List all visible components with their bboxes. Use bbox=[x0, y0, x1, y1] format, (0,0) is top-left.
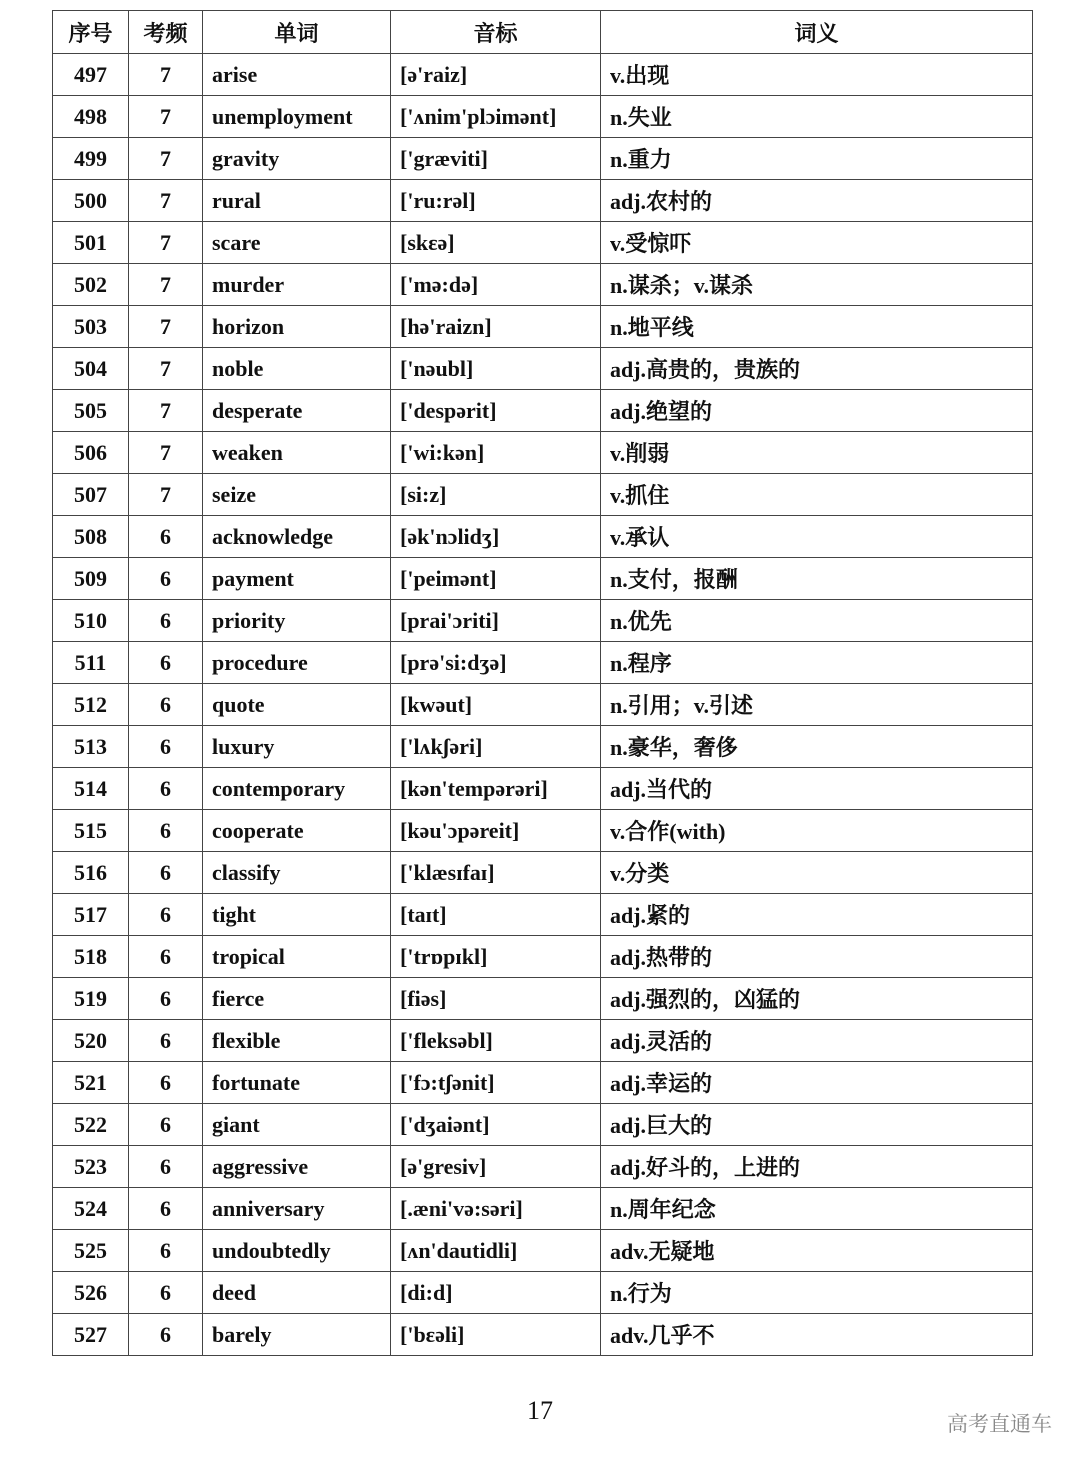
table-row bbox=[53, 1020, 1033, 1062]
cell-index: 503 bbox=[53, 306, 129, 348]
cell-meaning: adj.高贵的，贵族的 bbox=[601, 348, 1033, 390]
table-row bbox=[53, 1230, 1033, 1272]
cell-word: desperate bbox=[203, 390, 391, 432]
cell-word: unemployment bbox=[203, 96, 391, 138]
table-row bbox=[53, 684, 1033, 726]
cell-index: 512 bbox=[53, 684, 129, 726]
cell-index: 524 bbox=[53, 1188, 129, 1230]
cell-word: fortunate bbox=[203, 1062, 391, 1104]
table-row bbox=[53, 306, 1033, 348]
table-row bbox=[53, 558, 1033, 600]
cell-index: 504 bbox=[53, 348, 129, 390]
cell-meaning: n.周年纪念 bbox=[601, 1188, 1033, 1230]
cell-frequency: 6 bbox=[129, 852, 203, 894]
cell-index: 521 bbox=[53, 1062, 129, 1104]
cell-phonetic: [prə'si:dʒə] bbox=[391, 642, 601, 684]
cell-frequency: 6 bbox=[129, 768, 203, 810]
cell-meaning: v.抓住 bbox=[601, 474, 1033, 516]
cell-word: quote bbox=[203, 684, 391, 726]
cell-frequency: 6 bbox=[129, 726, 203, 768]
cell-index: 525 bbox=[53, 1230, 129, 1272]
cell-frequency: 6 bbox=[129, 936, 203, 978]
cell-frequency: 7 bbox=[129, 54, 203, 96]
table-row bbox=[53, 390, 1033, 432]
table-row bbox=[53, 726, 1033, 768]
cell-index: 498 bbox=[53, 96, 129, 138]
cell-phonetic: ['peimənt] bbox=[391, 558, 601, 600]
cell-word: aggressive bbox=[203, 1146, 391, 1188]
cell-word: horizon bbox=[203, 306, 391, 348]
page-number: 17 bbox=[527, 1396, 553, 1425]
cell-meaning: v.受惊吓 bbox=[601, 222, 1033, 264]
cell-meaning: n.地平线 bbox=[601, 306, 1033, 348]
cell-phonetic: [ə'raiz] bbox=[391, 54, 601, 96]
cell-word: contemporary bbox=[203, 768, 391, 810]
cell-word: deed bbox=[203, 1272, 391, 1314]
cell-word: tropical bbox=[203, 936, 391, 978]
cell-index: 497 bbox=[53, 54, 129, 96]
cell-word: anniversary bbox=[203, 1188, 391, 1230]
cell-phonetic: [ək'nɔlidʒ] bbox=[391, 516, 601, 558]
watermark: 高考直通车 bbox=[947, 1412, 1052, 1436]
table-row bbox=[53, 642, 1033, 684]
cell-frequency: 7 bbox=[129, 306, 203, 348]
cell-meaning: v.承认 bbox=[601, 516, 1033, 558]
cell-word: giant bbox=[203, 1104, 391, 1146]
cell-word: barely bbox=[203, 1314, 391, 1356]
cell-phonetic: ['fɔ:tʃənit] bbox=[391, 1062, 601, 1104]
cell-word: noble bbox=[203, 348, 391, 390]
cell-word: undoubtedly bbox=[203, 1230, 391, 1272]
cell-frequency: 7 bbox=[129, 222, 203, 264]
cell-frequency: 6 bbox=[129, 978, 203, 1020]
cell-meaning: n.谋杀；v.谋杀 bbox=[601, 264, 1033, 306]
cell-phonetic: ['ʌnim'plɔimənt] bbox=[391, 96, 601, 138]
table-row bbox=[53, 768, 1033, 810]
cell-word: fierce bbox=[203, 978, 391, 1020]
cell-meaning: n.重力 bbox=[601, 138, 1033, 180]
table-row bbox=[53, 1146, 1033, 1188]
cell-index: 527 bbox=[53, 1314, 129, 1356]
cell-index: 520 bbox=[53, 1020, 129, 1062]
header-row bbox=[53, 11, 1033, 54]
header-index: 序号 bbox=[53, 11, 129, 54]
table-row bbox=[53, 1272, 1033, 1314]
cell-phonetic: ['bεəli] bbox=[391, 1314, 601, 1356]
cell-phonetic: [si:z] bbox=[391, 474, 601, 516]
cell-frequency: 6 bbox=[129, 810, 203, 852]
cell-word: weaken bbox=[203, 432, 391, 474]
cell-meaning: adj.紧的 bbox=[601, 894, 1033, 936]
table-row bbox=[53, 516, 1033, 558]
cell-meaning: adv.无疑地 bbox=[601, 1230, 1033, 1272]
table-row bbox=[53, 54, 1033, 96]
cell-frequency: 7 bbox=[129, 96, 203, 138]
cell-index: 517 bbox=[53, 894, 129, 936]
cell-meaning: n.支付，报酬 bbox=[601, 558, 1033, 600]
cell-word: procedure bbox=[203, 642, 391, 684]
cell-phonetic: [prai'ɔriti] bbox=[391, 600, 601, 642]
cell-index: 502 bbox=[53, 264, 129, 306]
cell-meaning: adj.幸运的 bbox=[601, 1062, 1033, 1104]
cell-index: 519 bbox=[53, 978, 129, 1020]
table-row bbox=[53, 180, 1033, 222]
cell-meaning: adj.当代的 bbox=[601, 768, 1033, 810]
cell-phonetic: [ə'gresiv] bbox=[391, 1146, 601, 1188]
cell-index: 513 bbox=[53, 726, 129, 768]
cell-frequency: 6 bbox=[129, 1020, 203, 1062]
cell-word: flexible bbox=[203, 1020, 391, 1062]
table-row bbox=[53, 894, 1033, 936]
table-row bbox=[53, 222, 1033, 264]
cell-phonetic: ['fleksəbl] bbox=[391, 1020, 601, 1062]
cell-index: 499 bbox=[53, 138, 129, 180]
cell-index: 509 bbox=[53, 558, 129, 600]
cell-word: arise bbox=[203, 54, 391, 96]
cell-word: cooperate bbox=[203, 810, 391, 852]
cell-phonetic: [kən'tempərəri] bbox=[391, 768, 601, 810]
table-row bbox=[53, 1062, 1033, 1104]
cell-phonetic: ['nəubl] bbox=[391, 348, 601, 390]
cell-meaning: adj.好斗的，上进的 bbox=[601, 1146, 1033, 1188]
cell-frequency: 7 bbox=[129, 138, 203, 180]
cell-meaning: n.行为 bbox=[601, 1272, 1033, 1314]
table-row bbox=[53, 1314, 1033, 1356]
cell-frequency: 6 bbox=[129, 894, 203, 936]
cell-word: luxury bbox=[203, 726, 391, 768]
cell-phonetic: ['klæsɪfaɪ] bbox=[391, 852, 601, 894]
cell-index: 508 bbox=[53, 516, 129, 558]
cell-index: 505 bbox=[53, 390, 129, 432]
cell-meaning: adj.巨大的 bbox=[601, 1104, 1033, 1146]
cell-index: 500 bbox=[53, 180, 129, 222]
cell-meaning: adj.绝望的 bbox=[601, 390, 1033, 432]
cell-index: 522 bbox=[53, 1104, 129, 1146]
cell-frequency: 7 bbox=[129, 264, 203, 306]
table-row bbox=[53, 138, 1033, 180]
cell-meaning: adv.几乎不 bbox=[601, 1314, 1033, 1356]
cell-word: payment bbox=[203, 558, 391, 600]
table-row bbox=[53, 810, 1033, 852]
cell-word: gravity bbox=[203, 138, 391, 180]
cell-index: 507 bbox=[53, 474, 129, 516]
cell-phonetic: [kwəut] bbox=[391, 684, 601, 726]
cell-frequency: 6 bbox=[129, 1314, 203, 1356]
cell-frequency: 6 bbox=[129, 1230, 203, 1272]
cell-index: 514 bbox=[53, 768, 129, 810]
header-frequency: 考频 bbox=[129, 11, 203, 54]
cell-frequency: 6 bbox=[129, 600, 203, 642]
cell-phonetic: ['wi:kən] bbox=[391, 432, 601, 474]
cell-word: acknowledge bbox=[203, 516, 391, 558]
cell-frequency: 6 bbox=[129, 1272, 203, 1314]
cell-meaning: n.程序 bbox=[601, 642, 1033, 684]
cell-phonetic: [ʌn'dautidli] bbox=[391, 1230, 601, 1272]
table-row bbox=[53, 96, 1033, 138]
cell-index: 511 bbox=[53, 642, 129, 684]
cell-phonetic: ['lʌkʃəri] bbox=[391, 726, 601, 768]
table-row bbox=[53, 600, 1033, 642]
cell-frequency: 7 bbox=[129, 390, 203, 432]
table-row bbox=[53, 936, 1033, 978]
cell-phonetic: [fiəs] bbox=[391, 978, 601, 1020]
cell-frequency: 6 bbox=[129, 1146, 203, 1188]
cell-word: rural bbox=[203, 180, 391, 222]
cell-index: 506 bbox=[53, 432, 129, 474]
cell-frequency: 6 bbox=[129, 516, 203, 558]
vocabulary-table bbox=[52, 10, 1033, 1356]
cell-word: priority bbox=[203, 600, 391, 642]
cell-frequency: 6 bbox=[129, 1104, 203, 1146]
header-meaning: 词义 bbox=[601, 11, 1033, 54]
cell-meaning: n.失业 bbox=[601, 96, 1033, 138]
cell-phonetic: ['trɒpɪkl] bbox=[391, 936, 601, 978]
cell-meaning: adj.热带的 bbox=[601, 936, 1033, 978]
cell-frequency: 6 bbox=[129, 1062, 203, 1104]
cell-word: tight bbox=[203, 894, 391, 936]
cell-meaning: n.豪华，奢侈 bbox=[601, 726, 1033, 768]
cell-index: 515 bbox=[53, 810, 129, 852]
header-phonetic: 音标 bbox=[391, 11, 601, 54]
cell-phonetic: ['grævitі] bbox=[391, 138, 601, 180]
cell-word: scare bbox=[203, 222, 391, 264]
cell-phonetic: [.æni'və:səri] bbox=[391, 1188, 601, 1230]
cell-meaning: n.优先 bbox=[601, 600, 1033, 642]
cell-index: 501 bbox=[53, 222, 129, 264]
cell-meaning: v.分类 bbox=[601, 852, 1033, 894]
cell-frequency: 7 bbox=[129, 432, 203, 474]
cell-meaning: adj.农村的 bbox=[601, 180, 1033, 222]
table-row bbox=[53, 432, 1033, 474]
cell-phonetic: [kəu'ɔpəreit] bbox=[391, 810, 601, 852]
cell-meaning: adj.强烈的，凶猛的 bbox=[601, 978, 1033, 1020]
cell-frequency: 7 bbox=[129, 180, 203, 222]
cell-frequency: 6 bbox=[129, 684, 203, 726]
cell-phonetic: [di:d] bbox=[391, 1272, 601, 1314]
cell-meaning: n.引用；v.引述 bbox=[601, 684, 1033, 726]
cell-meaning: adj.灵活的 bbox=[601, 1020, 1033, 1062]
cell-frequency: 6 bbox=[129, 558, 203, 600]
cell-index: 526 bbox=[53, 1272, 129, 1314]
table-row bbox=[53, 264, 1033, 306]
cell-index: 518 bbox=[53, 936, 129, 978]
cell-phonetic: [skεə] bbox=[391, 222, 601, 264]
cell-meaning: v.合作(with) bbox=[601, 810, 1033, 852]
cell-phonetic: ['ru:rəl] bbox=[391, 180, 601, 222]
cell-phonetic: [hə'raizn] bbox=[391, 306, 601, 348]
cell-phonetic: ['mə:də] bbox=[391, 264, 601, 306]
table-row bbox=[53, 1188, 1033, 1230]
cell-frequency: 7 bbox=[129, 474, 203, 516]
table-row bbox=[53, 348, 1033, 390]
cell-phonetic: ['despərit] bbox=[391, 390, 601, 432]
cell-frequency: 7 bbox=[129, 348, 203, 390]
cell-index: 510 bbox=[53, 600, 129, 642]
cell-word: murder bbox=[203, 264, 391, 306]
table-row bbox=[53, 1104, 1033, 1146]
table-row bbox=[53, 852, 1033, 894]
cell-meaning: v.削弱 bbox=[601, 432, 1033, 474]
cell-index: 523 bbox=[53, 1146, 129, 1188]
header-word: 单词 bbox=[203, 11, 391, 54]
cell-frequency: 6 bbox=[129, 1188, 203, 1230]
table-row bbox=[53, 474, 1033, 516]
cell-index: 516 bbox=[53, 852, 129, 894]
cell-word: classify bbox=[203, 852, 391, 894]
cell-word: seize bbox=[203, 474, 391, 516]
table-row bbox=[53, 978, 1033, 1020]
cell-frequency: 6 bbox=[129, 642, 203, 684]
cell-phonetic: [taɪt] bbox=[391, 894, 601, 936]
cell-meaning: v.出现 bbox=[601, 54, 1033, 96]
cell-phonetic: ['dʒaiənt] bbox=[391, 1104, 601, 1146]
